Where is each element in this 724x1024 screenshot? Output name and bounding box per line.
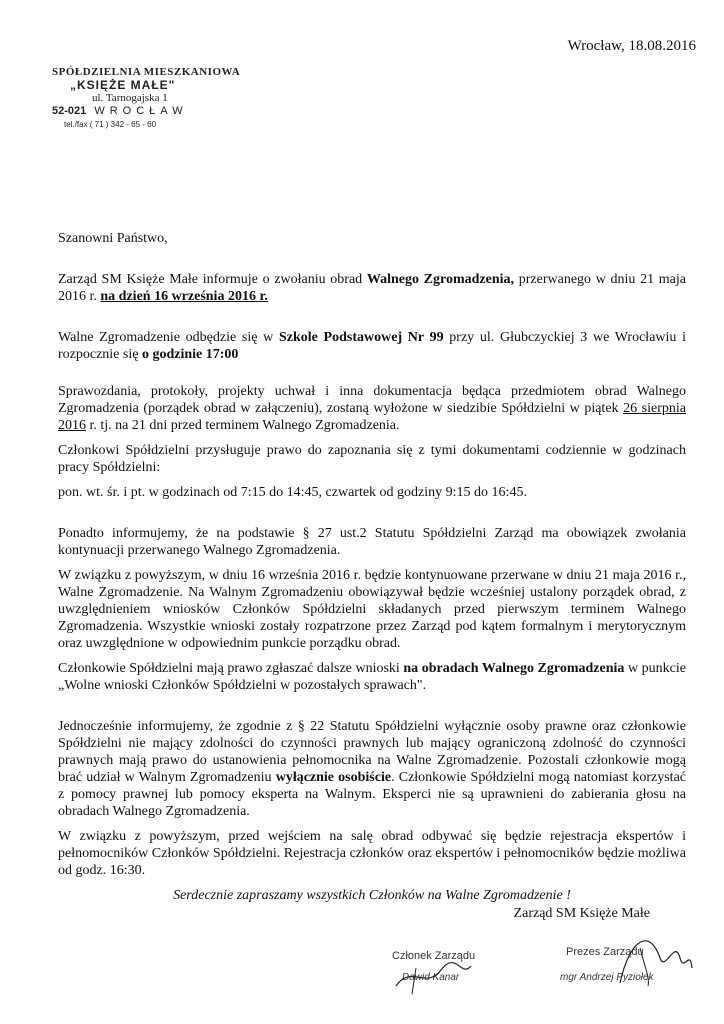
signature-president: [560, 946, 654, 983]
stamp-address: ul. Tarnogajska 1: [92, 92, 168, 104]
signature-president-name: mgr Andrzej Pyziołek: [560, 972, 654, 983]
signature-president-title: Prezes Zarządu: [566, 946, 644, 958]
signature-member-name: Dawid Kanar: [402, 972, 460, 983]
letter-date: Wrocław, 18.08.2016: [567, 38, 696, 54]
stamp-phone: tel./fax ( 71 ) 342 - 65 - 60: [64, 120, 157, 129]
paragraph-6: Ponadto informujemy, że na podstawie § 27 ust.2 Statutu Spółdzielni Zarząd ma obowiązek zwołania kontynuacji przerwanego Walnego Zgromadzenia.: [58, 526, 686, 558]
stamp-city: WROCŁAW: [94, 105, 188, 117]
signature-member: [392, 950, 475, 983]
salutation: Szanowni Państwo,: [58, 231, 168, 246]
paragraph-3: Sprawozdania, protokoły, projekty uchwał i inna dokumentacja będąca przedmiotem obrad Walnego Zgromadzenia (porządek obrad w załączeniu), zostaną wyłożone w siedzibie Spółdzielni w piątek 26 sierpnia 2016 r. tj. na 21 dni przed terminem Walnego Zgromadzenia.: [58, 384, 686, 433]
paragraph-1: Zarząd SM Księże Małe informuje o zwołaniu obrad Walnego Zgromadzenia, przerwanego w dniu 21 maja 2016 r. na dzień 16 września 2016 r.: [58, 272, 686, 304]
stamp-line-1: SPÓŁDZIELNIA MIESZKANIOWA: [52, 66, 241, 78]
closing-invitation: Serdecznie zapraszamy wszystkich Członków na Walne Zgromadzenie !: [173, 888, 571, 903]
signature-member-title: Członek Zarządu: [392, 950, 476, 962]
paragraph-2: Walne Zgromadzenie odbędzie się w Szkole Podstawowej Nr 99 przy ul. Głubczyckiej 3 we Wrocławiu i rozpocznie się o godzinie 17:00: [58, 330, 687, 362]
stamp-line-2: „KSIĘŻE MAŁE": [70, 78, 176, 92]
signature-scribble-left: [386, 956, 476, 996]
paragraph-4: Członkowi Spółdzielni przysługuje prawo do zapoznania się z tymi dokumentami codziennie w godzinach pracy Spółdzielni:: [58, 443, 686, 475]
paragraph-10: W związku z powyższym, przed wejściem na salę obrad odbywać się będzie rejestracja ekspertów i pełnomocników Członków Spółdzielni. Rejestracja członków oraz ekspertów i pełnomocników będzie możliwa od godz. 16:30.: [58, 829, 686, 878]
paragraph-5: pon. wt. śr. i pt. w godzinach od 7:15 do 14:45, czwartek od godziny 9:15 do 16:45.: [58, 485, 527, 500]
stamp-postcode: 52-021: [52, 105, 87, 117]
paragraph-8: Członkowie Spółdzielni mają prawo zgłaszać dalsze wnioski na obradach Walnego Zgromadzenia w punkcie „Wolne wnioski Członków Spółdzielni w pozostałych sprawach".: [58, 661, 686, 693]
paragraph-9: Jednocześnie informujemy, że zgodnie z § 22 Statutu Spółdzielni wyłącznie osoby prawne oraz członkowie Spółdzielni nie mający zdolności do czynności prawnych lub mający ograniczoną zdolność do czynności prawnych mają prawo do ustanowienia pełnomocnika na Walne Zgromadzenie. Pozostali członkowie mogą brać udział w Walnym Zgromadzeniu wyłącznie osobiście. Członkowie Spółdzielni mogą natomiast korzystać z pomocy prawnej lub pomocy eksperta na Walnym. Eksperci nie są uprawnieni do zabierania głosu na obradach Walnego Zgromadzenia.: [58, 719, 687, 819]
paragraph-7: W związku z powyższym, w dniu 16 września 2016 r. będzie kontynuowane przerwane w dniu 21 maja 2016 r., Walne Zgromadzenie. Na Walnym Zgromadzeniu obowiązywał będzie wcześniej ustalony porządek obrad, z uwzględnieniem wniosków Członków Spółdzielni składanych przed pierwszym terminem Walnego Zgromadzenia. Wszystkie wnioski zostały rozpatrzone przez Zarząd pod kątem formalnym i merytorycznym oraz uwzględnione w odpowiednim punkcie porządku obrad.: [58, 568, 686, 651]
signoff: Zarząd SM Księże Małe: [513, 906, 650, 921]
cooperative-stamp: [52, 66, 262, 131]
letter-body: [58, 230, 686, 904]
stamp-city-line: [52, 105, 262, 118]
signature-scribble-right: [580, 928, 700, 988]
